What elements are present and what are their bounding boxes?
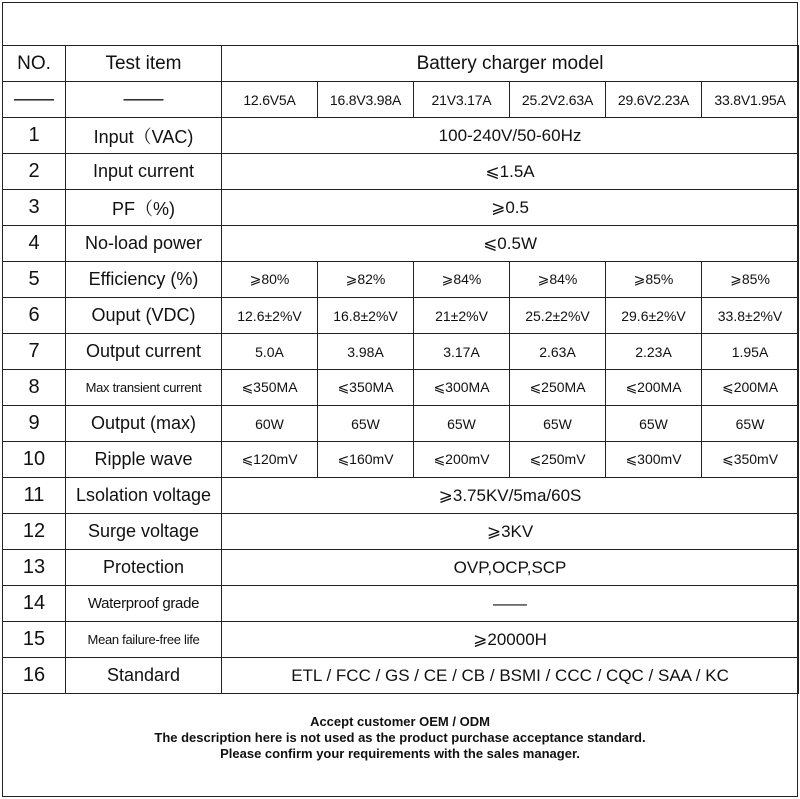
spec-row — [3, 622, 799, 658]
spec-merged-value: ⩽0.5W — [222, 226, 799, 262]
spec-value-cell: 3.98A — [318, 334, 414, 370]
model-cell: 33.8V1.95A — [702, 82, 799, 118]
spec-value-cell: 33.8±2%V — [702, 298, 799, 334]
row-number: 2 — [3, 154, 66, 190]
row-number: 5 — [3, 262, 66, 298]
spec-value-cell: ⩾84% — [414, 262, 510, 298]
spec-row — [3, 514, 799, 550]
spec-value-cell: ⩽160mV — [318, 442, 414, 478]
spec-merged-value: —— — [222, 586, 799, 622]
spec-value-cell: 12.6±2%V — [222, 298, 318, 334]
spec-merged-value: ⩾20000H — [222, 622, 799, 658]
row-number: 6 — [3, 298, 66, 334]
spec-row — [3, 262, 799, 298]
spec-value-cell: ⩽300MA — [414, 370, 510, 406]
header-row — [3, 46, 799, 82]
header-test-item: Test item — [66, 46, 222, 82]
row-number: 16 — [3, 658, 66, 694]
spec-value-cell: ⩽350MA — [318, 370, 414, 406]
spec-value-cell: 5.0A — [222, 334, 318, 370]
row-number: 4 — [3, 226, 66, 262]
spec-value-cell: ⩽200MA — [606, 370, 702, 406]
test-item-label: Protection — [66, 550, 222, 586]
spec-merged-value: ETL / FCC / GS / CE / CB / BSMI / CCC / CQC / SAA / KC — [222, 658, 799, 694]
test-item-label: PF（%) — [66, 190, 222, 226]
row-number: 13 — [3, 550, 66, 586]
test-item-label: Standard — [66, 658, 222, 694]
spec-value-cell: ⩽250MA — [510, 370, 606, 406]
row-number: 15 — [3, 622, 66, 658]
test-item-label: Output current — [66, 334, 222, 370]
row-number: 1 — [3, 118, 66, 154]
spec-row — [3, 370, 799, 406]
spec-row — [3, 190, 799, 226]
model-row-no: —— — [3, 82, 66, 118]
spec-table — [2, 45, 799, 694]
spec-merged-value: ⩽1.5A — [222, 154, 799, 190]
spec-row — [3, 154, 799, 190]
spec-value-cell: 65W — [510, 406, 606, 442]
spec-value-cell: ⩾82% — [318, 262, 414, 298]
spec-value-cell: 65W — [702, 406, 799, 442]
model-cell: 29.6V2.23A — [606, 82, 702, 118]
spec-row — [3, 334, 799, 370]
model-cell: 12.6V5A — [222, 82, 318, 118]
row-number: 11 — [3, 478, 66, 514]
model-row-item: —— — [66, 82, 222, 118]
row-number: 3 — [3, 190, 66, 226]
spec-value-cell: ⩽250mV — [510, 442, 606, 478]
test-item-label: Surge voltage — [66, 514, 222, 550]
spec-value-cell: 1.95A — [702, 334, 799, 370]
model-cell: 21V3.17A — [414, 82, 510, 118]
spec-row — [3, 478, 799, 514]
spec-merged-value: ⩾0.5 — [222, 190, 799, 226]
model-cell: 16.8V3.98A — [318, 82, 414, 118]
test-item-label: Efficiency (%) — [66, 262, 222, 298]
spec-value-cell: 2.63A — [510, 334, 606, 370]
spec-value-cell: ⩾85% — [606, 262, 702, 298]
test-item-label: Input（VAC) — [66, 118, 222, 154]
header-model-title: Battery charger model — [222, 46, 799, 82]
row-number: 12 — [3, 514, 66, 550]
header-no: NO. — [3, 46, 66, 82]
test-item-label: Waterproof grade — [66, 586, 222, 622]
test-item-label: Lsolation voltage — [66, 478, 222, 514]
spec-row — [3, 550, 799, 586]
spec-value-cell: 65W — [318, 406, 414, 442]
row-number: 10 — [3, 442, 66, 478]
spec-value-cell: 16.8±2%V — [318, 298, 414, 334]
footer-notes — [0, 714, 800, 762]
spec-row — [3, 406, 799, 442]
spec-merged-value: ⩾3.75KV/5ma/60S — [222, 478, 799, 514]
spec-merged-value: OVP,OCP,SCP — [222, 550, 799, 586]
spec-value-cell: 60W — [222, 406, 318, 442]
row-number: 8 — [3, 370, 66, 406]
spec-row — [3, 226, 799, 262]
test-item-label: Mean failure-free life — [66, 622, 222, 658]
spec-row — [3, 442, 799, 478]
test-item-label: Input current — [66, 154, 222, 190]
row-number: 7 — [3, 334, 66, 370]
spec-value-cell: ⩽350mV — [702, 442, 799, 478]
footer-disclaimer: The description here is not used as the product purchase acceptance standard. — [154, 730, 646, 745]
footer-oem-note: Accept customer OEM / ODM — [310, 714, 490, 729]
test-item-label: Ouput (VDC) — [66, 298, 222, 334]
footer-confirm-note: Please confirm your requirements with the sales manager. — [220, 746, 580, 761]
spec-value-cell: 21±2%V — [414, 298, 510, 334]
test-item-label: Ripple wave — [66, 442, 222, 478]
model-row — [3, 82, 799, 118]
spec-value-cell: ⩽300mV — [606, 442, 702, 478]
spec-value-cell: ⩾80% — [222, 262, 318, 298]
spec-value-cell: 65W — [414, 406, 510, 442]
spec-merged-value: 100-240V/50-60Hz — [222, 118, 799, 154]
spec-value-cell: 65W — [606, 406, 702, 442]
model-cell: 25.2V2.63A — [510, 82, 606, 118]
spec-value-cell: ⩽350MA — [222, 370, 318, 406]
row-number: 9 — [3, 406, 66, 442]
spec-value-cell: 25.2±2%V — [510, 298, 606, 334]
test-item-label: No-load power — [66, 226, 222, 262]
spec-row — [3, 118, 799, 154]
spec-value-cell: 29.6±2%V — [606, 298, 702, 334]
spec-value-cell: ⩽200mV — [414, 442, 510, 478]
spec-row — [3, 658, 799, 694]
spec-value-cell: ⩾85% — [702, 262, 799, 298]
spec-value-cell: ⩾84% — [510, 262, 606, 298]
spec-value-cell: 3.17A — [414, 334, 510, 370]
spec-value-cell: ⩽200MA — [702, 370, 799, 406]
row-number: 14 — [3, 586, 66, 622]
spec-value-cell: ⩽120mV — [222, 442, 318, 478]
spec-row — [3, 586, 799, 622]
spec-row — [3, 298, 799, 334]
spec-value-cell: 2.23A — [606, 334, 702, 370]
test-item-label: Output (max) — [66, 406, 222, 442]
test-item-label: Max transient current — [66, 370, 222, 406]
spec-merged-value: ⩾3KV — [222, 514, 799, 550]
